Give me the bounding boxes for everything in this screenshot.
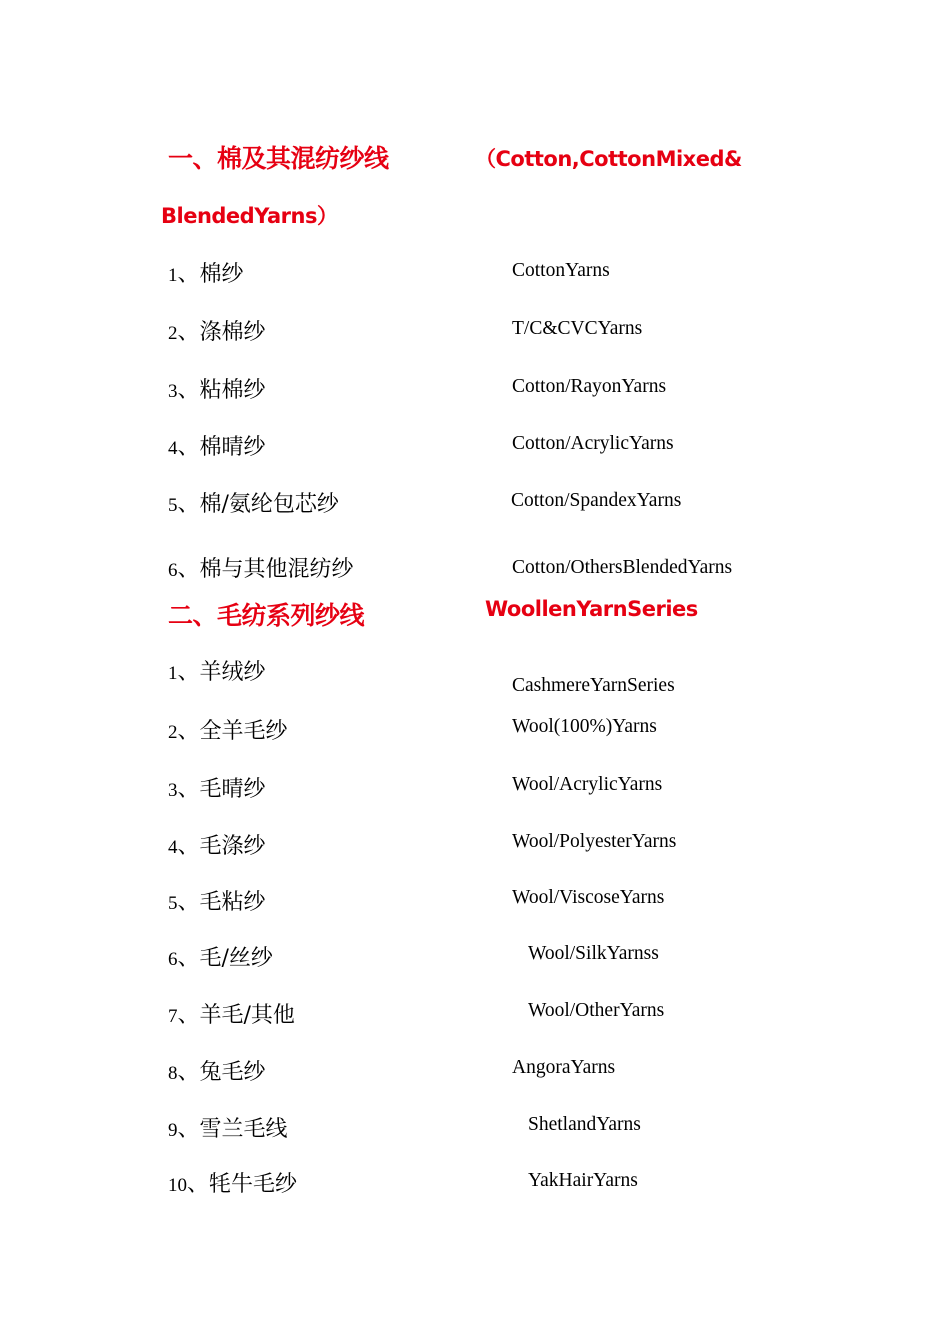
list-item <box>168 772 266 803</box>
list-item <box>168 373 266 404</box>
item-label-en: Wool/SilkYarnss <box>528 943 659 964</box>
item-label-cn: 毛晴纱 <box>199 777 266 802</box>
list-item <box>168 257 244 288</box>
list-item <box>168 315 266 346</box>
item-label-en: Cotton/SpandexYarns <box>511 490 682 511</box>
section2-title-en: WoollenYarnSeries <box>485 597 698 621</box>
item-separator: 、 <box>177 1060 200 1085</box>
item-separator: 、 <box>177 1117 200 1142</box>
item-separator: 、 <box>177 777 200 802</box>
item-separator: 、 <box>177 834 200 859</box>
item-separator: 、 <box>177 492 200 517</box>
item-label-cn: 牦牛毛纱 <box>209 1172 298 1197</box>
item-number: 4 <box>168 438 178 459</box>
item-separator: 、 <box>177 262 200 287</box>
item-label-cn: 毛粘纱 <box>199 890 266 915</box>
list-item <box>168 714 288 745</box>
list-item <box>168 1112 288 1143</box>
list-item <box>168 829 266 860</box>
item-label-cn: 棉晴纱 <box>199 435 266 460</box>
item-label-cn: 棉与其他混纺纱 <box>199 557 354 582</box>
item-number: 5 <box>168 893 178 914</box>
item-label-en: CottonYarns <box>512 260 610 281</box>
item-label-en: CashmereYarnSeries <box>512 675 675 696</box>
item-number: 9 <box>168 1120 178 1141</box>
list-item <box>168 552 354 583</box>
item-label-en: Cotton/AcrylicYarns <box>512 433 674 454</box>
item-number: 10 <box>168 1175 187 1196</box>
item-label-cn: 粘棉纱 <box>199 378 266 403</box>
item-label-en: YakHairYarns <box>528 1170 638 1191</box>
item-label-en: Cotton/OthersBlendedYarns <box>512 557 733 578</box>
item-number: 1 <box>168 265 178 286</box>
list-item <box>168 1167 297 1198</box>
section2-title-cn: 二、毛纺系列纱线 <box>168 601 365 630</box>
list-item <box>168 487 339 518</box>
section1-title-en-line1: （Cotton,CottonMixed& <box>475 147 742 171</box>
item-number: 1 <box>168 663 178 684</box>
item-number: 2 <box>168 722 178 743</box>
item-label-en: Wool/ViscoseYarns <box>512 887 665 908</box>
item-label-cn: 毛涤纱 <box>199 834 266 859</box>
item-separator: 、 <box>177 320 200 345</box>
item-label-en: AngoraYarns <box>512 1057 616 1078</box>
item-label-cn: 棉纱 <box>199 262 244 287</box>
item-separator: 、 <box>177 435 200 460</box>
item-label-cn: 羊绒纱 <box>199 660 266 685</box>
item-separator: 、 <box>177 660 200 685</box>
item-label-en: Wool/PolyesterYarns <box>512 831 677 852</box>
list-item <box>168 998 295 1029</box>
item-label-cn: 羊毛/其他 <box>199 1003 295 1028</box>
item-number: 2 <box>168 323 178 344</box>
item-number: 8 <box>168 1063 178 1084</box>
list-item <box>168 1055 266 1086</box>
item-label-en: Wool(100%)Yarns <box>512 716 657 737</box>
section1-title-cn: 一、棉及其混纺纱线 <box>168 144 389 173</box>
item-label-cn: 全羊毛纱 <box>199 719 288 744</box>
item-number: 3 <box>168 381 178 402</box>
item-label-cn: 涤棉纱 <box>199 320 266 345</box>
item-separator: 、 <box>177 378 200 403</box>
item-separator: 、 <box>177 719 200 744</box>
item-label-cn: 兔毛纱 <box>199 1060 266 1085</box>
item-label-en: T/C&CVCYarns <box>512 318 643 339</box>
item-label-en: Wool/OtherYarns <box>528 1000 665 1021</box>
item-number: 5 <box>168 495 178 516</box>
item-label-cn: 毛/丝纱 <box>199 946 273 971</box>
item-separator: 、 <box>177 557 200 582</box>
item-separator: 、 <box>177 946 200 971</box>
item-label-en: Wool/AcrylicYarns <box>512 774 663 795</box>
item-number: 6 <box>168 560 178 581</box>
item-label-en: ShetlandYarns <box>528 1114 641 1135</box>
item-label-cn: 棉/氨纶包芯纱 <box>199 492 339 517</box>
list-item <box>168 885 266 916</box>
list-item <box>168 941 273 972</box>
item-number: 4 <box>168 837 178 858</box>
section1-title-en-line2: BlendedYarns） <box>161 204 338 228</box>
item-separator: 、 <box>177 890 200 915</box>
list-item <box>168 430 266 461</box>
list-item <box>168 655 266 686</box>
item-label-cn: 雪兰毛线 <box>199 1117 288 1142</box>
item-number: 6 <box>168 949 178 970</box>
item-label-en: Cotton/RayonYarns <box>512 376 667 397</box>
item-separator: 、 <box>177 1003 200 1028</box>
item-number: 3 <box>168 780 178 801</box>
item-number: 7 <box>168 1006 178 1027</box>
item-separator: 、 <box>187 1172 210 1197</box>
